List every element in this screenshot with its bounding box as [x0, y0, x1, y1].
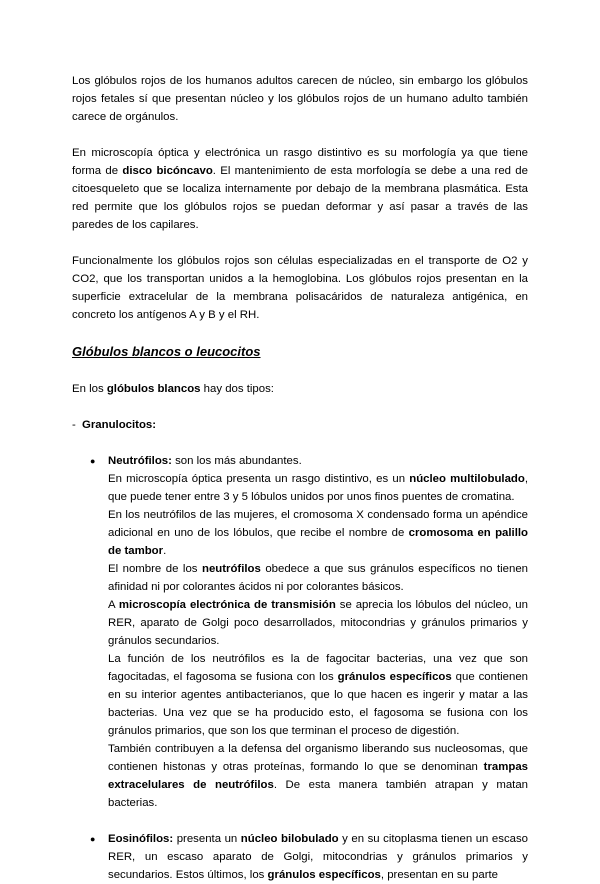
- bold-term: núcleo bilobulado: [240, 833, 339, 845]
- bold-term: glóbulos blancos: [106, 383, 201, 395]
- item-title: Neutrófilos:: [108, 455, 172, 467]
- text-run: , que puede tener entre 3 y 5 lóbulos unidos por unos finos puentes de cromatina.: [108, 473, 528, 503]
- item-title: Eosinófilos:: [108, 833, 174, 845]
- text-run: También contribuyen a la defensa del organismo liberando sus nucleosomas, que contienen histonas y otras proteínas, formando lo que se denominan: [108, 743, 528, 773]
- bold-term: neutrófilos: [201, 563, 261, 575]
- text-run: . El mantenimiento de esta morfología se debe a una red de citoesqueleto que se localiza internamente por debajo de la membrana plasmática. Esta red permite que los glóbulos rojos se puedan deformar y así pasar a través de las paredes de los capilares.: [72, 165, 528, 231]
- text-run: . De esta manera también atrapan y matan bacterias.: [108, 779, 528, 809]
- text-run: que contienen en su interior agentes antibacterianos, que lo que hacen es ingerir y matar a las bacterias. Una vez que se ha producido esto, el fagosoma se fusiona con los gránulos primarios, que son los que terminan el proceso de digestión.: [108, 671, 528, 737]
- bold-term: cromosoma en palillo de tambor: [108, 527, 528, 557]
- cell-type-list: [72, 452, 528, 884]
- section-heading: Glóbulos blancos o leucocitos: [72, 344, 261, 359]
- paragraph-red-cells-function: [72, 252, 528, 324]
- subheading-granulocitos: [72, 416, 528, 434]
- text-run: .: [163, 545, 167, 557]
- text-run: se aprecia los lóbulos del núcleo, un RER, aparato de Golgi poco desarrollados, mitocondrias y gránulos primarios y gránulos secundarios.: [108, 599, 528, 647]
- neutrofilos-line-6: [108, 650, 528, 740]
- text-run: son los más abundantes.: [171, 455, 302, 467]
- section-intro: [72, 380, 528, 398]
- neutrofilos-line-4: [108, 560, 528, 596]
- text-run: En microscopía óptica y electrónica un rasgo distintivo es su morfología ya que tiene forma de: [72, 147, 528, 177]
- paragraph-red-cells-nucleus: [72, 72, 528, 126]
- bullet-icon: ●: [90, 834, 96, 844]
- bold-term: disco bicóncavo: [122, 165, 213, 177]
- eosinofilos-text: [108, 830, 528, 884]
- text-run: , presentan en su parte: [380, 869, 499, 881]
- bold-term: microscopía electrónica de transmisión: [118, 599, 336, 611]
- text-run: obedece a que sus gránulos específicos no tienen afinidad ni por colorantes ácidos ni por colorantes básicos.: [108, 563, 528, 593]
- neutrofilos-line-1: [108, 452, 528, 470]
- text-run: En los neutrófilos de las mujeres, el cromosoma X condensado forma un apéndice adicional en uno de los lóbulos, que recibe el nombre de: [108, 509, 528, 539]
- bold-term: núcleo multilobulado: [409, 473, 525, 485]
- text-run: En los: [72, 383, 107, 395]
- text-run: El nombre de los: [108, 563, 202, 575]
- paragraph-text: Funcionalmente los glóbulos rojos son células especializadas en el transporte de O2 y CO2, que los transportan unidos a la hemoglobina. Los glóbulos rojos presentan en la superficie extracelular de la membrana polisacáridos de naturaleza antigénica, en concreto los antígenos A y B y el RH.: [72, 255, 528, 321]
- text-run: La función de los neutrófilos es la de fagocitar bacterias, una vez que son fagocitadas, el fagosoma se fusiona con los: [108, 653, 528, 683]
- list-item-neutrofilos: [72, 452, 528, 812]
- subheading-text: Granulocitos:: [82, 419, 157, 431]
- dash-marker: -: [72, 419, 76, 431]
- text-run: A: [108, 599, 119, 611]
- neutrofilos-line-5: [108, 596, 528, 650]
- bold-term: gránulos específicos: [337, 671, 452, 683]
- text-run: y en su citoplasma tienen un escaso RER, un escaso aparato de Golgi, mitocondrias y gránulos primarios y secundarios. Estos últimos, los: [108, 833, 528, 881]
- neutrofilos-line-2: [108, 470, 528, 506]
- bold-term: gránulos específicos: [267, 869, 381, 881]
- bold-term: trampas extracelulares de neutrófilos: [108, 761, 528, 791]
- text-run: hay dos tipos:: [200, 383, 274, 395]
- neutrofilos-line-3: [108, 506, 528, 560]
- paragraph-text: Los glóbulos rojos de los humanos adultos carecen de núcleo, sin embargo los glóbulos rojos fetales sí que presentan núcleo y los glóbulos rojos de un humano adulto también carece de orgánulos.: [72, 75, 528, 123]
- text-run: presenta un: [173, 833, 241, 845]
- paragraph-red-cells-morphology: [72, 144, 528, 234]
- list-item-eosinofilos: [72, 830, 528, 884]
- bullet-icon: ●: [90, 456, 96, 466]
- neutrofilos-line-7: [108, 740, 528, 812]
- text-run: En microscopía óptica presenta un rasgo distintivo, es un: [108, 473, 410, 485]
